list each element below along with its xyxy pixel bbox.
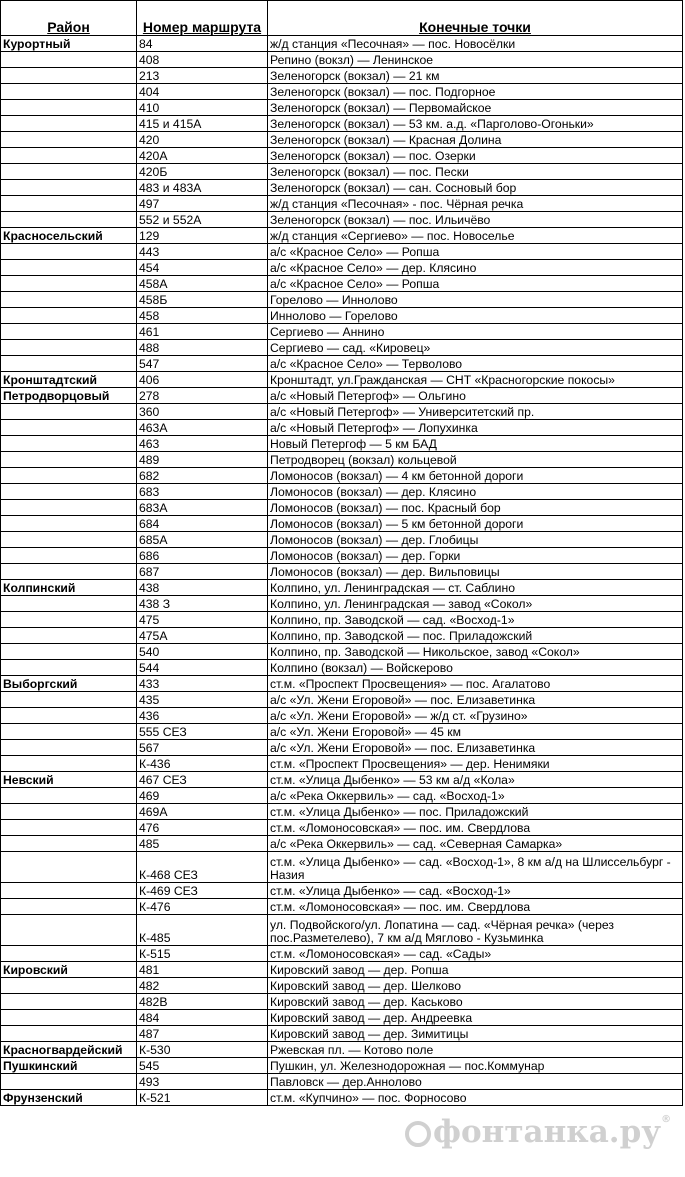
table-row [1, 962, 683, 978]
district-cell [1, 708, 137, 724]
endpoints-cell: Зеленогорск (вокзал) — пос. Озерки [268, 148, 683, 164]
route-number-cell: 410 [137, 100, 268, 116]
table-row [1, 484, 683, 500]
route-number-cell: 484 [137, 1010, 268, 1026]
table-row [1, 788, 683, 804]
route-number-cell: К-530 [137, 1042, 268, 1058]
endpoints-cell: а/с «Красное Село» — дер. Клясино [268, 260, 683, 276]
district-cell [1, 180, 137, 196]
endpoints-cell: Колпино (вокзал) — Войскерово [268, 660, 683, 676]
endpoints-cell: Новый Петергоф — 5 км БАД [268, 436, 683, 452]
route-number-cell: 686 [137, 548, 268, 564]
route-number-cell: 493 [137, 1074, 268, 1090]
table-row [1, 356, 683, 372]
endpoints-cell: Ломоносов (вокзал) — дер. Глобицы [268, 532, 683, 548]
table-row [1, 308, 683, 324]
district-cell [1, 260, 137, 276]
district-cell [1, 356, 137, 372]
route-number-cell: 469 [137, 788, 268, 804]
endpoints-cell: Горелово — Иннолово [268, 292, 683, 308]
endpoints-cell: Ломоносов (вокзал) — дер. Вильповицы [268, 564, 683, 580]
district-cell [1, 820, 137, 836]
route-number-cell: 476 [137, 820, 268, 836]
route-number-cell: 454 [137, 260, 268, 276]
table-row [1, 820, 683, 836]
district-cell [1, 244, 137, 260]
district-cell [1, 292, 137, 308]
header-district: Район [1, 1, 137, 36]
endpoints-cell: Кировский завод — дер. Каськово [268, 994, 683, 1010]
endpoints-cell: а/с «Ул. Жени Егоровой» — 45 км [268, 724, 683, 740]
route-number-cell: 406 [137, 372, 268, 388]
endpoints-cell: ул. Подвойского/ул. Лопатина — сад. «Чёрная речка» (через пос.Разметелево), 7 км а/д Мяглово - Кузьминка [268, 915, 683, 946]
district-cell [1, 132, 137, 148]
endpoints-cell: Пушкин, ул. Железнодорожная — пос.Коммунар [268, 1058, 683, 1074]
table-row [1, 52, 683, 68]
endpoints-cell: Зеленогорск (вокзал) — 53 км. а.д. «Парголово-Огоньки» [268, 116, 683, 132]
table-row [1, 292, 683, 308]
endpoints-cell: Зеленогорск (вокзал) — 21 км [268, 68, 683, 84]
district-cell: Невский [1, 772, 137, 788]
table-row [1, 756, 683, 772]
district-cell [1, 628, 137, 644]
endpoints-cell: Репино (вокзл) — Ленинское [268, 52, 683, 68]
district-cell [1, 404, 137, 420]
endpoints-cell: Колпино, пр. Заводской — пос. Приладожский [268, 628, 683, 644]
district-cell [1, 915, 137, 946]
endpoints-cell: Зеленогорск (вокзал) — пос. Ильичёво [268, 212, 683, 228]
endpoints-cell: а/с «Новый Петергоф» — Университетский пр. [268, 404, 683, 420]
district-cell: Петродворцовый [1, 388, 137, 404]
table-row [1, 1074, 683, 1090]
route-number-cell: 278 [137, 388, 268, 404]
endpoints-cell: Колпино, ул. Ленинградская — завод «Сокол» [268, 596, 683, 612]
route-number-cell: 461 [137, 324, 268, 340]
route-number-cell: 547 [137, 356, 268, 372]
district-cell [1, 500, 137, 516]
route-number-cell: 420 [137, 132, 268, 148]
district-cell [1, 978, 137, 994]
endpoints-cell: ст.м. «Купчино» — пос. Форносово [268, 1090, 683, 1106]
route-number-cell: 682 [137, 468, 268, 484]
district-cell: Красносельский [1, 228, 137, 244]
header-row [1, 1, 683, 36]
table-row [1, 978, 683, 994]
table-row [1, 500, 683, 516]
district-cell [1, 212, 137, 228]
table-row [1, 899, 683, 915]
route-number-cell: 435 [137, 692, 268, 708]
table-row [1, 116, 683, 132]
district-cell: Выборгский [1, 676, 137, 692]
district-cell [1, 724, 137, 740]
district-cell [1, 100, 137, 116]
district-cell: Курортный [1, 36, 137, 52]
route-number-cell: К-476 [137, 899, 268, 915]
endpoints-cell: Зеленогорск (вокзал) — пос. Подгорное [268, 84, 683, 100]
route-number-cell: 458А [137, 276, 268, 292]
route-number-cell: 467 СЕЗ [137, 772, 268, 788]
endpoints-cell: Сергиево — Аннино [268, 324, 683, 340]
table-row [1, 420, 683, 436]
table-row [1, 915, 683, 946]
table-row [1, 324, 683, 340]
route-number-cell: 540 [137, 644, 268, 660]
endpoints-cell: Зеленогорск (вокзал) — Первомайское [268, 100, 683, 116]
route-number-cell: 458 [137, 308, 268, 324]
route-number-cell: 552 и 552А [137, 212, 268, 228]
endpoints-cell: Кронштадт, ул.Гражданская — СНТ «Красногорские покосы» [268, 372, 683, 388]
district-cell [1, 788, 137, 804]
endpoints-cell: Ломоносов (вокзал) — дер. Клясино [268, 484, 683, 500]
route-number-cell: К-485 [137, 915, 268, 946]
table-row [1, 1026, 683, 1042]
endpoints-cell: Петродворец (вокзал) кольцевой [268, 452, 683, 468]
district-cell [1, 148, 137, 164]
district-cell: Фрунзенский [1, 1090, 137, 1106]
header-route-number: Номер маршрута [137, 1, 268, 36]
table-row [1, 580, 683, 596]
district-cell [1, 852, 137, 883]
district-cell [1, 1074, 137, 1090]
table-row [1, 516, 683, 532]
endpoints-cell: Кировский завод — дер. Шелково [268, 978, 683, 994]
table-row [1, 196, 683, 212]
route-number-cell: 497 [137, 196, 268, 212]
district-cell [1, 196, 137, 212]
table-row [1, 468, 683, 484]
table-row [1, 1090, 683, 1106]
district-cell [1, 612, 137, 628]
table-row [1, 212, 683, 228]
table-row [1, 84, 683, 100]
table-row [1, 994, 683, 1010]
route-number-cell: 483 и 483А [137, 180, 268, 196]
route-number-cell: К-521 [137, 1090, 268, 1106]
route-number-cell: 545 [137, 1058, 268, 1074]
route-number-cell: 438 [137, 580, 268, 596]
endpoints-cell: ст.м. «Улица Дыбенко» — сад. «Восход-1» [268, 883, 683, 899]
district-cell [1, 516, 137, 532]
table-row [1, 564, 683, 580]
route-number-cell: 488 [137, 340, 268, 356]
district-cell [1, 740, 137, 756]
endpoints-cell: ж/д станция «Песочная» - пос. Чёрная речка [268, 196, 683, 212]
table-row [1, 836, 683, 852]
district-cell [1, 116, 137, 132]
table-row [1, 164, 683, 180]
table-row [1, 340, 683, 356]
district-cell [1, 484, 137, 500]
fontanka-logo-icon [405, 1121, 431, 1147]
route-number-cell: 487 [137, 1026, 268, 1042]
route-number-cell: 482 [137, 978, 268, 994]
endpoints-cell: ст.м. «Ломоносовская» — пос. им. Свердлова [268, 820, 683, 836]
endpoints-cell: а/с «Ул. Жени Егоровой» — пос. Елизаветинка [268, 740, 683, 756]
district-cell [1, 84, 137, 100]
table-row [1, 388, 683, 404]
table-row [1, 68, 683, 84]
table-row [1, 436, 683, 452]
route-number-cell: 415 и 415А [137, 116, 268, 132]
route-number-cell: 469А [137, 804, 268, 820]
district-cell: Колпинский [1, 580, 137, 596]
route-number-cell: 436 [137, 708, 268, 724]
table-row [1, 260, 683, 276]
route-number-cell: 684 [137, 516, 268, 532]
route-number-cell: 408 [137, 52, 268, 68]
endpoints-cell: а/с «Ул. Жени Егоровой» — пос. Елизаветинка [268, 692, 683, 708]
endpoints-cell: Павловск — дер.Аннолово [268, 1074, 683, 1090]
route-number-cell: 481 [137, 962, 268, 978]
endpoints-cell: Колпино, пр. Заводской — сад. «Восход-1» [268, 612, 683, 628]
table-row [1, 1010, 683, 1026]
route-number-cell: К-468 СЕЗ [137, 852, 268, 883]
table-row [1, 1058, 683, 1074]
fontanka-watermark [405, 1114, 671, 1150]
route-number-cell: 443 [137, 244, 268, 260]
district-cell [1, 340, 137, 356]
table-row [1, 883, 683, 899]
endpoints-cell: Ломоносов (вокзал) — 5 км бетонной дороги [268, 516, 683, 532]
endpoints-cell: Ломоносов (вокзал) — дер. Горки [268, 548, 683, 564]
district-cell [1, 660, 137, 676]
table-row [1, 180, 683, 196]
endpoints-cell: а/с «Красное Село» — Ропша [268, 276, 683, 292]
district-cell [1, 644, 137, 660]
district-cell [1, 946, 137, 962]
district-cell [1, 420, 137, 436]
table-row [1, 100, 683, 116]
endpoints-cell: Кировский завод — дер. Ропша [268, 962, 683, 978]
district-cell [1, 836, 137, 852]
endpoints-cell: ст.м. «Ломоносовская» — пос. им. Свердлова [268, 899, 683, 915]
table-row [1, 692, 683, 708]
route-number-cell: 567 [137, 740, 268, 756]
endpoints-cell: а/с «Река Оккервиль» — сад. «Северная Самарка» [268, 836, 683, 852]
district-cell [1, 532, 137, 548]
district-cell [1, 276, 137, 292]
table-row [1, 132, 683, 148]
endpoints-cell: Ржевская пл. — Котово поле [268, 1042, 683, 1058]
endpoints-cell: Ломоносов (вокзал) — 4 км бетонной дороги [268, 468, 683, 484]
table-row [1, 708, 683, 724]
endpoints-cell: Зеленогорск (вокзал) — пос. Пески [268, 164, 683, 180]
table-row [1, 596, 683, 612]
table-row [1, 148, 683, 164]
district-cell [1, 164, 137, 180]
table-row [1, 612, 683, 628]
table-row [1, 676, 683, 692]
endpoints-cell: Кировский завод — дер. Андреевка [268, 1010, 683, 1026]
endpoints-cell: Сергиево — сад. «Кировец» [268, 340, 683, 356]
district-cell [1, 756, 137, 772]
district-cell [1, 436, 137, 452]
district-cell [1, 899, 137, 915]
district-cell: Кронштадтский [1, 372, 137, 388]
district-cell [1, 452, 137, 468]
district-cell [1, 1026, 137, 1042]
district-cell [1, 52, 137, 68]
district-cell: Кировский [1, 962, 137, 978]
route-number-cell: 438 З [137, 596, 268, 612]
route-number-cell: 213 [137, 68, 268, 84]
district-cell [1, 883, 137, 899]
table-row [1, 946, 683, 962]
route-number-cell: 360 [137, 404, 268, 420]
route-number-cell: К-469 СЕЗ [137, 883, 268, 899]
district-cell [1, 564, 137, 580]
district-cell [1, 308, 137, 324]
endpoints-cell: ст.м. «Улица Дыбенко» — пос. Приладожский [268, 804, 683, 820]
header-endpoints: Конечные точки [268, 1, 683, 36]
registered-mark: ® [661, 1114, 672, 1125]
endpoints-cell: Колпино, ул. Ленинградская — ст. Саблино [268, 580, 683, 596]
district-cell [1, 804, 137, 820]
table-row [1, 804, 683, 820]
table-row [1, 228, 683, 244]
route-number-cell: К-515 [137, 946, 268, 962]
district-cell [1, 994, 137, 1010]
endpoints-cell: Ломоносов (вокзал) — пос. Красный бор [268, 500, 683, 516]
endpoints-cell: а/с «Новый Петергоф» — Лопухинка [268, 420, 683, 436]
watermark-text: фонтанка.ру [433, 1114, 662, 1150]
route-number-cell: 544 [137, 660, 268, 676]
table-row [1, 644, 683, 660]
endpoints-cell: ст.м. «Проспект Просвещения» — пос. Агалатово [268, 676, 683, 692]
district-cell: Красногвардейский [1, 1042, 137, 1058]
table-row [1, 1042, 683, 1058]
route-number-cell: 129 [137, 228, 268, 244]
table-row [1, 244, 683, 260]
route-number-cell: 420А [137, 148, 268, 164]
district-cell [1, 548, 137, 564]
table-row [1, 740, 683, 756]
district-cell [1, 596, 137, 612]
endpoints-cell: Зеленогорск (вокзал) — сан. Сосновый бор [268, 180, 683, 196]
route-number-cell: 475 [137, 612, 268, 628]
district-cell [1, 692, 137, 708]
endpoints-cell: ж/д станция «Сергиево» — пос. Новоселье [268, 228, 683, 244]
table-row [1, 660, 683, 676]
table-row [1, 36, 683, 52]
route-number-cell: 433 [137, 676, 268, 692]
route-number-cell: 489 [137, 452, 268, 468]
endpoints-cell: Зеленогорск (вокзал) — Красная Долина [268, 132, 683, 148]
table-row [1, 772, 683, 788]
endpoints-cell: ст.м. «Проспект Просвещения» — дер. Ненимяки [268, 756, 683, 772]
endpoints-cell: Иннолово — Горелово [268, 308, 683, 324]
endpoints-cell: ст.м. «Ломоносовская» — сад. «Сады» [268, 946, 683, 962]
route-number-cell: 463А [137, 420, 268, 436]
table-row [1, 404, 683, 420]
district-cell [1, 1010, 137, 1026]
route-number-cell: 685А [137, 532, 268, 548]
table-row [1, 548, 683, 564]
route-number-cell: 84 [137, 36, 268, 52]
district-cell [1, 468, 137, 484]
district-cell: Пушкинский [1, 1058, 137, 1074]
endpoints-cell: а/с «Ул. Жени Егоровой» — ж/д ст. «Грузино» [268, 708, 683, 724]
endpoints-cell: Кировский завод — дер. Зимитицы [268, 1026, 683, 1042]
endpoints-cell: ст.м. «Улица Дыбенко» — сад. «Восход-1», 8 км а/д на Шлиссельбург - Назия [268, 852, 683, 883]
route-number-cell: 458Б [137, 292, 268, 308]
endpoints-cell: ж/д станция «Песочная» — пос. Новосёлки [268, 36, 683, 52]
table-row [1, 628, 683, 644]
route-number-cell: 687 [137, 564, 268, 580]
endpoints-cell: а/с «Река Оккервиль» — сад. «Восход-1» [268, 788, 683, 804]
endpoints-cell: Колпино, пр. Заводской — Никольское, завод «Сокол» [268, 644, 683, 660]
district-cell [1, 324, 137, 340]
table-row [1, 372, 683, 388]
table-row [1, 532, 683, 548]
route-number-cell: 683 [137, 484, 268, 500]
route-number-cell: К-436 [137, 756, 268, 772]
route-number-cell: 555 СЕЗ [137, 724, 268, 740]
table-row [1, 852, 683, 883]
endpoints-cell: а/с «Новый Петергоф» — Ольгино [268, 388, 683, 404]
route-number-cell: 420Б [137, 164, 268, 180]
route-number-cell: 404 [137, 84, 268, 100]
endpoints-cell: а/с «Красное Село» — Ропша [268, 244, 683, 260]
route-number-cell: 482В [137, 994, 268, 1010]
route-number-cell: 683А [137, 500, 268, 516]
table-row [1, 452, 683, 468]
route-number-cell: 485 [137, 836, 268, 852]
endpoints-cell: ст.м. «Улица Дыбенко» — 53 км а/д «Кола» [268, 772, 683, 788]
table-row [1, 276, 683, 292]
district-cell [1, 68, 137, 84]
endpoints-cell: а/с «Красное Село» — Терволово [268, 356, 683, 372]
table-row [1, 724, 683, 740]
route-number-cell: 463 [137, 436, 268, 452]
route-number-cell: 475А [137, 628, 268, 644]
